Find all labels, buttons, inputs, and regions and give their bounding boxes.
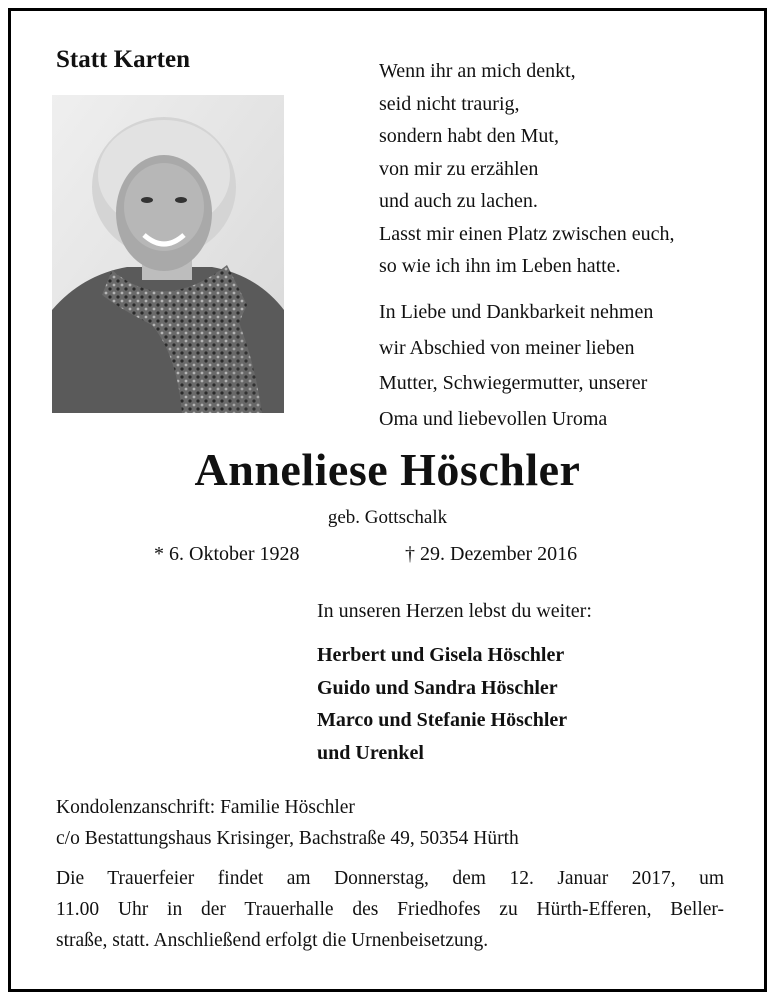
mourner-name: Herbert und Gisela Höschler <box>317 644 565 666</box>
mourner-name: Marco und Stefanie Höschler <box>317 709 568 731</box>
ceremony-line: 11.00 Uhr in der Trauerhalle des Friedhofes zu Hürth-Efferen, Beller- <box>56 899 724 920</box>
dedication-line: Oma und liebevollen Uroma <box>379 407 608 430</box>
poem-line: seid nicht traurig, <box>379 92 520 115</box>
maiden-name: geb. Gottschalk <box>327 507 448 528</box>
birth-date: * 6. Oktober 1928 <box>154 543 300 565</box>
poem-line: sondern habt den Mut, <box>379 125 559 147</box>
poem-line: Wenn ihr an mich denkt, <box>379 60 576 82</box>
condolence-line: c/o Bestattungshaus Krisinger, Bachstraße 49, 50354 Hürth <box>56 828 519 849</box>
obituary-notice <box>8 8 767 992</box>
dedication-line: wir Abschied von meiner lieben <box>379 336 635 359</box>
dedication-line: In Liebe und Dankbarkeit nehmen <box>379 301 654 323</box>
dedication-line: Mutter, Schwiegermutter, unserer <box>379 372 648 394</box>
mourners-list <box>317 639 567 769</box>
dedication-text <box>379 295 653 437</box>
ceremony-line: Die Trauerfeier findet am Donnerstag, dem 12. Januar 2017, um <box>56 868 724 889</box>
ceremony-line: straße, statt. Anschließend erfolgt die Urnenbeisetzung. <box>56 930 489 951</box>
condolence-address <box>56 792 519 854</box>
death-date: † 29. Dezember 2016 <box>405 543 578 565</box>
poem-line: so wie ich ihn im Leben hatte. <box>379 255 621 277</box>
condolence-line: Kondolenzanschrift: Familie Höschler <box>56 797 355 818</box>
mourner-name: Guido und Sandra Höschler <box>317 676 558 699</box>
portrait-photo <box>52 95 284 413</box>
ceremony-info <box>56 863 724 956</box>
statt-karten-heading: Statt Karten <box>56 46 190 73</box>
mourner-name: und Urenkel <box>317 741 424 764</box>
mourners-intro: In unseren Herzen lebst du weiter: <box>317 600 592 622</box>
poem <box>379 55 674 283</box>
poem-line: Lasst mir einen Platz zwischen euch, <box>379 222 675 245</box>
deceased-name: Anneliese Höschler <box>194 444 581 495</box>
poem-line: von mir zu erzählen <box>379 157 539 180</box>
poem-line: und auch zu lachen. <box>379 190 538 212</box>
